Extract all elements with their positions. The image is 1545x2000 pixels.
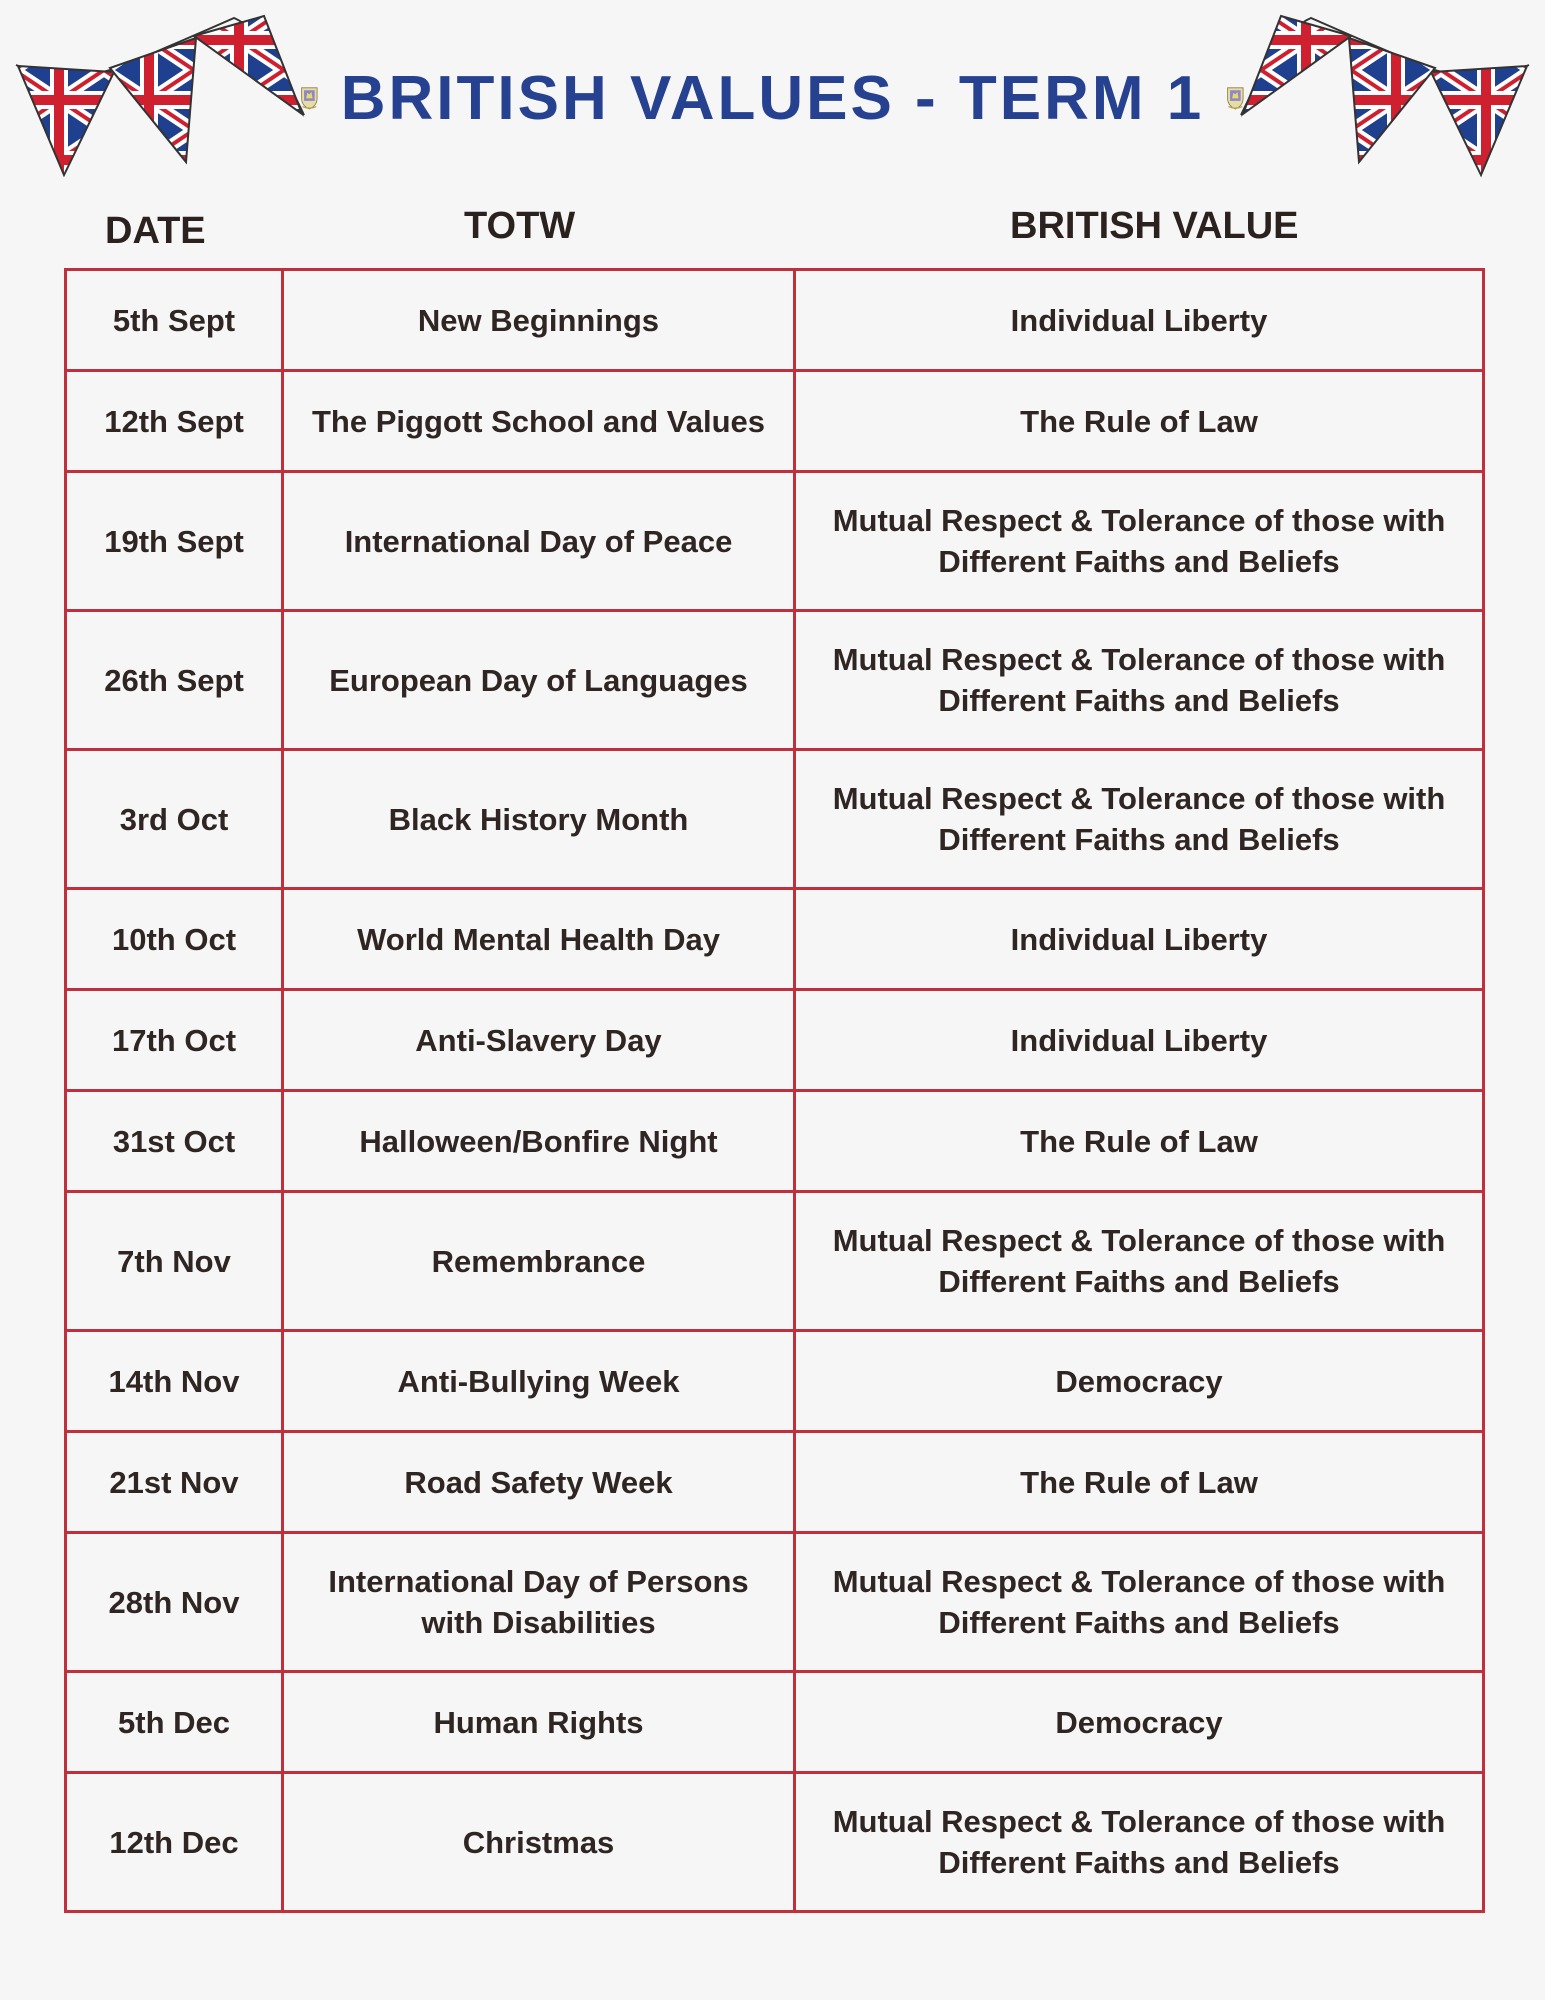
- totw-cell: European Day of Languages: [283, 611, 795, 750]
- date-cell: 31st Oct: [66, 1091, 283, 1192]
- date-cell: 26th Sept: [66, 611, 283, 750]
- totw-cell: Remembrance: [283, 1192, 795, 1331]
- table-row: [66, 1773, 1484, 1912]
- table-row: [66, 889, 1484, 990]
- page-title: BRITISH VALUES - TERM 1: [340, 63, 1205, 133]
- totw-cell: New Beginnings: [283, 270, 795, 371]
- totw-cell: Christmas: [283, 1773, 795, 1912]
- totw-cell: Anti-Slavery Day: [283, 990, 795, 1091]
- value-cell: Mutual Respect & Tolerance of those with Different Faiths and Beliefs: [795, 750, 1484, 889]
- date-cell: 19th Sept: [66, 472, 283, 611]
- date-cell: 12th Dec: [66, 1773, 283, 1912]
- value-cell: The Rule of Law: [795, 1432, 1484, 1533]
- table-row: [66, 1331, 1484, 1432]
- page-header: [300, 58, 1245, 138]
- union-jack-bunting-icon: [14, 10, 314, 180]
- date-cell: 5th Dec: [66, 1672, 283, 1773]
- union-jack-bunting-icon: [1231, 10, 1531, 180]
- totw-cell: International Day of Peace: [283, 472, 795, 611]
- totw-cell: International Day of Persons with Disabilities: [283, 1533, 795, 1672]
- value-cell: The Rule of Law: [795, 1091, 1484, 1192]
- date-cell: 28th Nov: [66, 1533, 283, 1672]
- totw-cell: Halloween/Bonfire Night: [283, 1091, 795, 1192]
- table-row: [66, 611, 1484, 750]
- table-row: [66, 1192, 1484, 1331]
- date-cell: 14th Nov: [66, 1331, 283, 1432]
- value-cell: Mutual Respect & Tolerance of those with Different Faiths and Beliefs: [795, 611, 1484, 750]
- totw-cell: Human Rights: [283, 1672, 795, 1773]
- table-row: [66, 1091, 1484, 1192]
- date-cell: 17th Oct: [66, 990, 283, 1091]
- date-cell: 7th Nov: [66, 1192, 283, 1331]
- values-table: [64, 268, 1485, 1913]
- date-cell: 5th Sept: [66, 270, 283, 371]
- totw-cell: Road Safety Week: [283, 1432, 795, 1533]
- value-cell: Mutual Respect & Tolerance of those with Different Faiths and Beliefs: [795, 1192, 1484, 1331]
- value-cell: Democracy: [795, 1331, 1484, 1432]
- value-cell: Democracy: [795, 1672, 1484, 1773]
- totw-cell: The Piggott School and Values: [283, 371, 795, 472]
- table-row: [66, 990, 1484, 1091]
- value-cell: Individual Liberty: [795, 889, 1484, 990]
- column-header-british-value: BRITISH VALUE: [1010, 205, 1299, 247]
- date-cell: 21st Nov: [66, 1432, 283, 1533]
- table-row: [66, 1432, 1484, 1533]
- totw-cell: Anti-Bullying Week: [283, 1331, 795, 1432]
- school-crest-icon: [1226, 69, 1245, 127]
- column-header-date: DATE: [105, 210, 206, 252]
- date-cell: 12th Sept: [66, 371, 283, 472]
- table-row: [66, 750, 1484, 889]
- value-cell: Mutual Respect & Tolerance of those with Different Faiths and Beliefs: [795, 1533, 1484, 1672]
- school-crest-icon: [300, 69, 319, 127]
- table-row: [66, 472, 1484, 611]
- table-row: [66, 371, 1484, 472]
- value-cell: The Rule of Law: [795, 371, 1484, 472]
- column-header-totw: TOTW: [464, 205, 576, 247]
- date-cell: 10th Oct: [66, 889, 283, 990]
- table-row: [66, 270, 1484, 371]
- value-cell: Mutual Respect & Tolerance of those with Different Faiths and Beliefs: [795, 1773, 1484, 1912]
- value-cell: Individual Liberty: [795, 990, 1484, 1091]
- date-cell: 3rd Oct: [66, 750, 283, 889]
- table-row: [66, 1672, 1484, 1773]
- totw-cell: World Mental Health Day: [283, 889, 795, 990]
- value-cell: Individual Liberty: [795, 270, 1484, 371]
- table-row: [66, 1533, 1484, 1672]
- value-cell: Mutual Respect & Tolerance of those with Different Faiths and Beliefs: [795, 472, 1484, 611]
- totw-cell: Black History Month: [283, 750, 795, 889]
